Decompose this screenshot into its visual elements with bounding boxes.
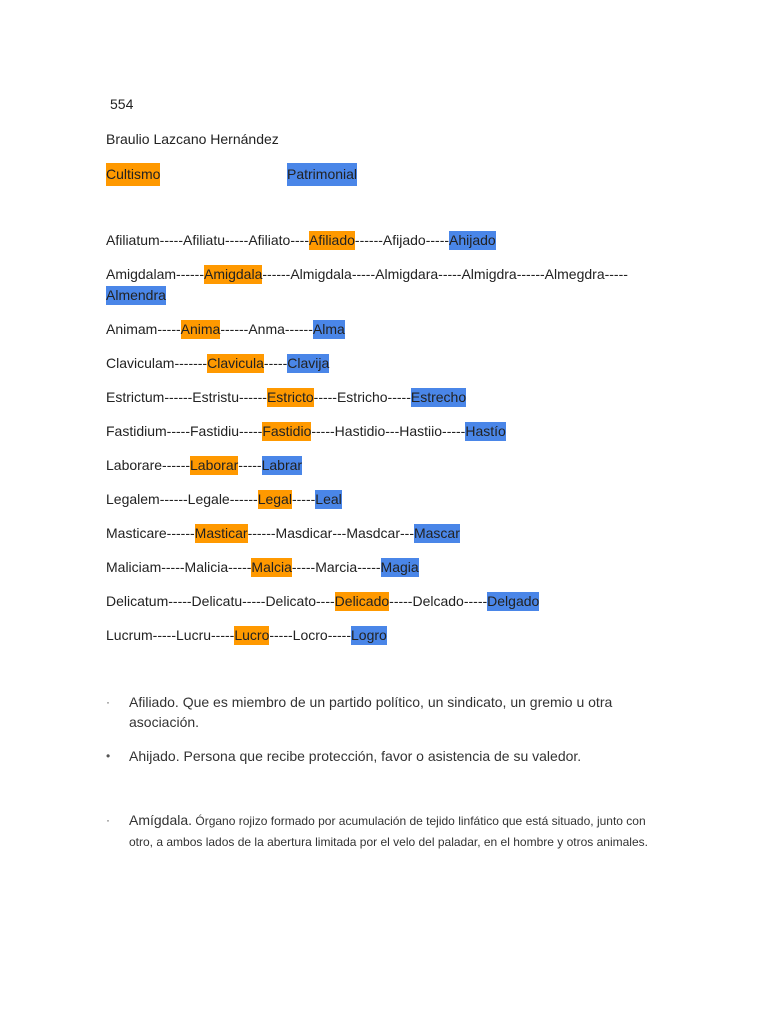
cultismo-word: Lucro bbox=[234, 627, 270, 643]
patrimonial-word: Ahijado bbox=[449, 232, 496, 248]
evolution-chain: Estrictum------Estristu------ bbox=[106, 389, 267, 405]
cultismo-word: Legal bbox=[257, 491, 292, 507]
cultismo-word: Afiliado bbox=[309, 232, 355, 248]
evolution-chain: Maliciam-----Malicia----- bbox=[106, 559, 252, 575]
cultismo-word: Amigdala bbox=[204, 266, 263, 282]
evolution-chain: ----- bbox=[263, 355, 288, 371]
bullet-icon: · bbox=[106, 813, 110, 827]
cultismo-word: Masticar bbox=[194, 525, 248, 541]
definition-text: Persona que recibe protección, favor o asistencia de su valedor. bbox=[179, 748, 582, 764]
definition-term: Afiliado. bbox=[129, 694, 179, 710]
definition-item bbox=[106, 810, 666, 852]
evolution-chain: Fastidium-----Fastidiu----- bbox=[106, 423, 263, 439]
patrimonial-word: Leal bbox=[315, 491, 342, 507]
evolution-chain: Afiliatum-----Afiliatu-----Afiliato---- bbox=[106, 232, 309, 248]
author-name: Braulio Lazcano Hernández bbox=[106, 131, 279, 147]
evolution-chain: Claviculam------- bbox=[106, 355, 208, 371]
etymology-row bbox=[106, 264, 676, 306]
evolution-chain: ------Masdicar---Masdcar--- bbox=[247, 525, 414, 541]
patrimonial-word: Hastío bbox=[465, 423, 506, 439]
patrimonial-word: Alma bbox=[312, 321, 345, 337]
cultismo-word: Estricto bbox=[266, 389, 314, 405]
cultismo-word: Clavicula bbox=[207, 355, 264, 371]
evolution-chain: ------Almigdala-----Almigdara-----Almigdra------Almegdra----- bbox=[262, 266, 628, 282]
definition-text: Que es miembro de un partido político, un sindicato, un gremio u otra asociación. bbox=[129, 694, 613, 730]
evolution-chain: Masticare------ bbox=[106, 525, 195, 541]
etymology-row bbox=[106, 557, 676, 578]
definition-term: Ahijado. bbox=[129, 748, 180, 764]
definitions-list bbox=[106, 692, 666, 852]
etymology-row bbox=[106, 353, 676, 374]
evolution-chain: Lucrum-----Lucru----- bbox=[106, 627, 235, 643]
definition-item bbox=[106, 746, 666, 766]
evolution-chain: -----Estricho----- bbox=[313, 389, 411, 405]
cultismo-word: Delicado bbox=[334, 593, 390, 609]
evolution-chain: Animam----- bbox=[106, 321, 181, 337]
legend bbox=[106, 163, 706, 183]
definition-text: Órgano rojizo formado por acumulación de tejido linfático que está situado, junto con otro, a ambos lados de la abertura limitada por el velo del paladar, en el hombre y otros animales. bbox=[129, 814, 648, 849]
bullet-icon: • bbox=[106, 749, 111, 763]
patrimonial-word: Delgado bbox=[487, 593, 540, 609]
evolution-chain: -----Hastidio---Hastiio----- bbox=[311, 423, 466, 439]
evolution-chain: ----- bbox=[291, 491, 316, 507]
etymology-row bbox=[106, 455, 676, 476]
patrimonial-word: Logro bbox=[351, 627, 387, 643]
patrimonial-word: Estrecho bbox=[410, 389, 467, 405]
evolution-chain: -----Marcia----- bbox=[291, 559, 381, 575]
patrimonial-word: Magia bbox=[380, 559, 419, 575]
cultismo-word: Malcia bbox=[251, 559, 292, 575]
evolution-chain: -----Delcado----- bbox=[389, 593, 488, 609]
definition-term: Amígdala. bbox=[129, 812, 193, 828]
cultismo-word: Anima bbox=[180, 321, 221, 337]
bullet-icon: · bbox=[106, 695, 110, 709]
evolution-chain: ----- bbox=[238, 457, 262, 473]
etymology-list bbox=[106, 230, 676, 659]
evolution-chain: Delicatum-----Delicatu-----Delicato---- bbox=[106, 593, 335, 609]
etymology-row bbox=[106, 421, 676, 442]
etymology-row bbox=[106, 625, 676, 646]
etymology-row bbox=[106, 387, 676, 408]
evolution-chain: Laborare------ bbox=[106, 457, 191, 473]
legend-patrimonial: Patrimonial bbox=[287, 163, 357, 186]
evolution-chain: ------Anma------ bbox=[220, 321, 313, 337]
evolution-chain: Legalem------Legale------ bbox=[106, 491, 258, 507]
legend-cultismo: Cultismo bbox=[106, 163, 160, 186]
etymology-row bbox=[106, 319, 676, 340]
evolution-chain: -----Locro----- bbox=[269, 627, 352, 643]
patrimonial-word: Labrar bbox=[261, 457, 303, 473]
cultismo-word: Fastidio bbox=[262, 423, 312, 439]
etymology-row bbox=[106, 230, 676, 251]
patrimonial-word: Mascar bbox=[413, 525, 460, 541]
evolution-chain: ------Afijado----- bbox=[354, 232, 450, 248]
evolution-chain: Amigdalam------ bbox=[106, 266, 204, 282]
patrimonial-word: Almendra bbox=[106, 287, 166, 303]
page-number: 554 bbox=[110, 96, 134, 112]
etymology-row bbox=[106, 489, 676, 510]
definition-item bbox=[106, 692, 666, 732]
etymology-row bbox=[106, 523, 676, 544]
patrimonial-word: Clavija bbox=[287, 355, 330, 371]
etymology-row bbox=[106, 591, 676, 612]
cultismo-word: Laborar bbox=[190, 457, 239, 473]
